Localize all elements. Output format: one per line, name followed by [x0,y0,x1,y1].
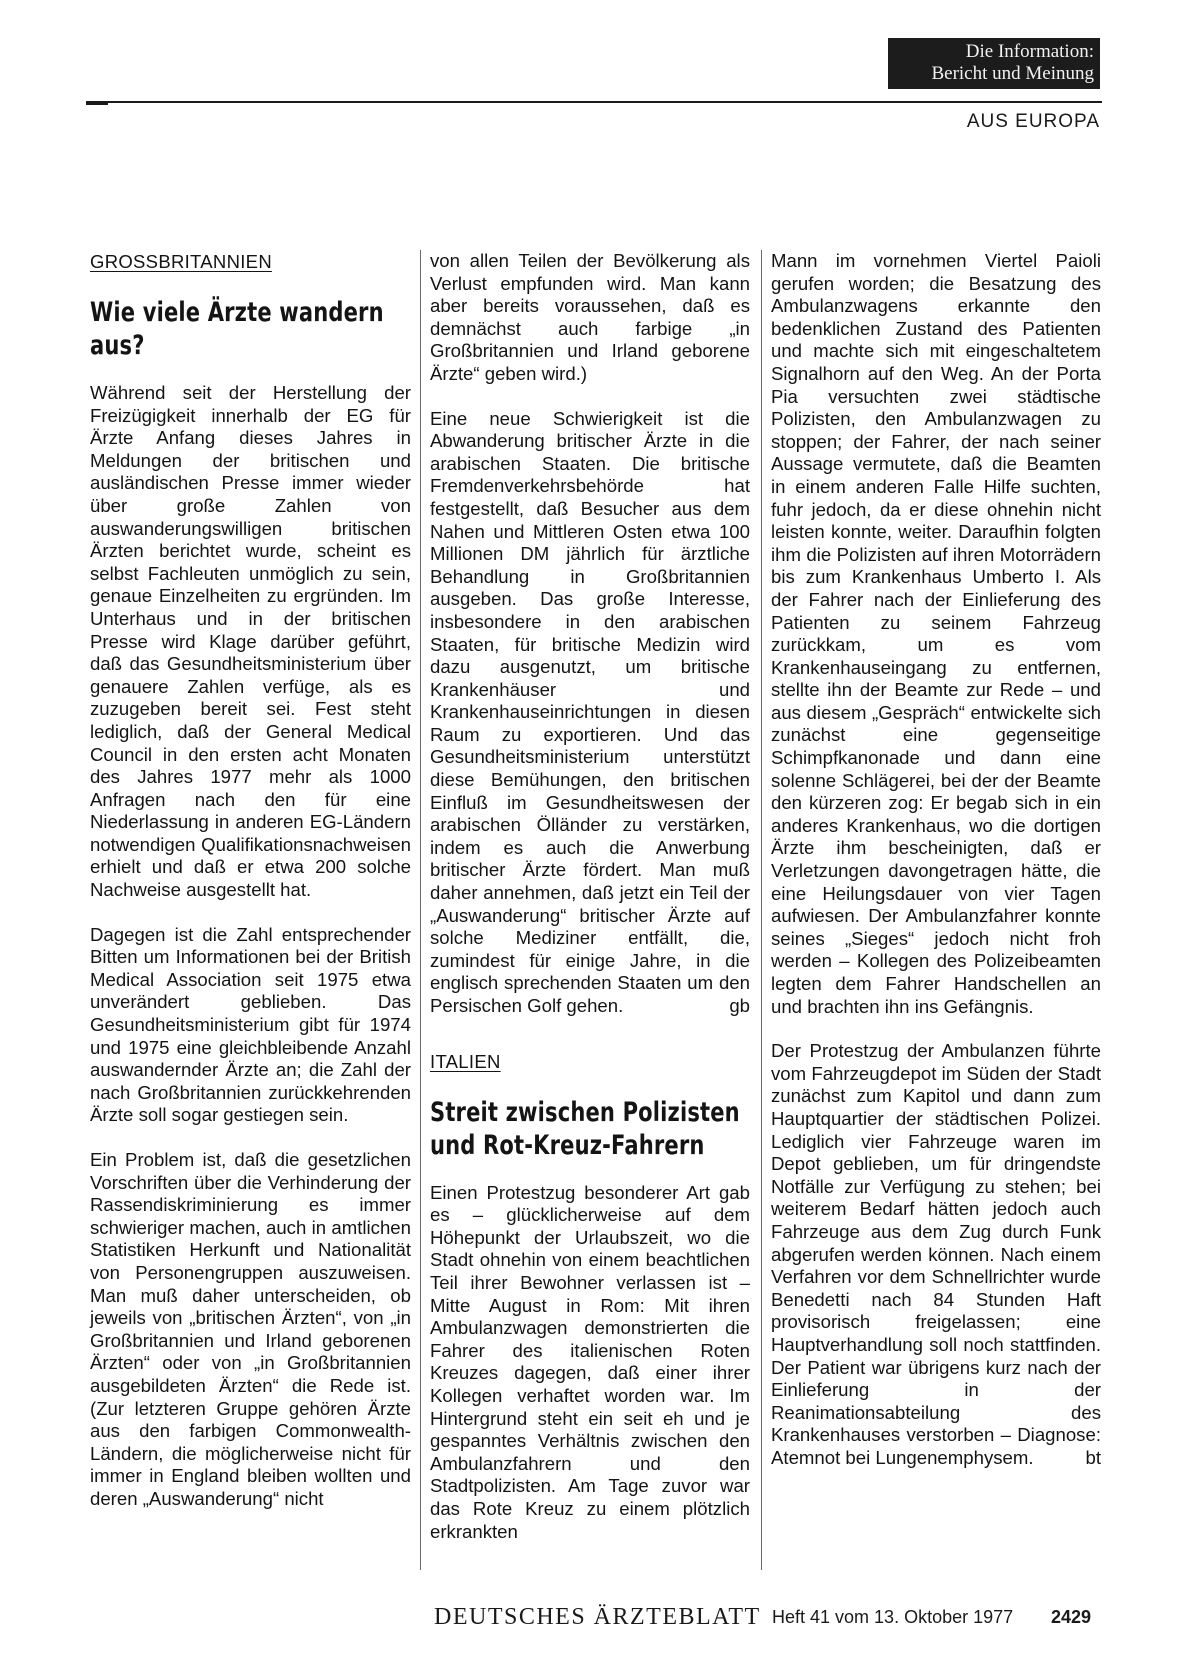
column-divider-1 [420,250,421,1570]
article1-paragraph: Ein Problem ist, daß die gesetzlichen Vorschriften über die Verhinderung der Rassendiskriminierung es immer schwieriger machen, auch in amtlichen Statistiken Herkunft und Nationalität von Personengruppen auszuweisen. Man muß daher unterscheiden, ob jeweils von „britischen Ärzten“, von „in Großbritannien und Irland geborenen Ärzten“ oder von „in Großbritannien ausgebildeten Ärzten“ die Rede ist. (Zur letzteren Gruppe gehören Ärzte aus den farbigen Commonwealth-Ländern, die möglicherweise nicht für immer in England bleiben wollten und deren „Auswanderung“ nicht [90,1149,411,1509]
article2-paragraph: Einen Protestzug besonderer Art gab es – glücklicherweise auf dem Höhepunkt der Urlaubszeit, wo die Stadt ohnehin von einem beachtlichen Teil ihrer Bewohner verlassen ist – Mitte August in Rom: Mit ihren Ambulanzwagen demonstrierten die Fahrer des italienischen Roten Kreuzes dagegen, daß einer ihrer Kollegen verhaftet worden war. Im Hintergrund steht ein seit eh und je gespanntes Verhältnis zwischen den Ambulanzfahrern und den Stadtpolizisten. Am Tage zuvor war das Rote Kreuz zu einem plötzlich erkrankten [430,1181,750,1542]
article2-headline-text: Streit zwischen Polizisten und Rot-Kreuz-Fahrern [430,1096,740,1161]
article1-paragraph: von allen Teilen der Bevölkerung als Verlust empfunden wird. Man kann aber bereits voraussehen, daß es demnächst auch farbige „in Großbritannien und Irland geborene Ärzte“ geben wird.) [430,250,750,384]
article1-paragraph: Dagegen ist die Zahl entsprechender Bitten um Informationen bei der British Medical Association seit 1975 etwa unverändert geblieben. Das Gesundheitsministerium gibt für 1974 und 1975 eine gleichbleibende Anzahl auswandernder Ärzte an; die Zahl der nach Großbritannien zurückkehrenden Ärzte soll sogar gestiegen sein. [90,923,411,1126]
article2-headline [430,1096,749,1162]
journal-name: DEUTSCHES ÄRZTEBLATT [434,1604,761,1630]
article1-headline-text: Wie viele Ärzte wandern aus? [90,297,384,361]
column-3 [771,250,1101,1580]
issue-info: Heft 41 vom 13. Oktober 1977 [772,1607,1014,1627]
article2-paragraph [771,1040,1101,1469]
page-number: 2429 [1051,1607,1092,1627]
rubric-line-2: Bericht und Meinung [931,63,1094,84]
article1-paragraph-text: Eine neue Schwierigkeit ist die Abwanderung britischer Ärzte in die arabischen Staaten. Die britische Fremdenverkehrsbehörde hat festgestellt, daß Besucher aus dem Nahen und Mittleren Osten etwa 100 Millionen DM jährlich für ärztliche Behandlung in Großbritannien ausgeben. Das große Interesse, insbesondere in den arabischen Staaten, für britische Medizin wird dazu ausgenutzt, um britische Krankenhäuser und Krankenhauseinrichtungen in diesen Raum zu exportieren. Und das Gesundheitsministerium unterstützt diese Bemühungen, den britischen Einfluß im Gesundheitswesen der arabischen Ölländer zu verstärken, indem es auch die Anwerbung britischer Ärzte fördert. Man muß daher annehmen, daß jetzt ein Teil der „Auswanderung“ britischer Ärzte auf solche Mediziner entfällt, die, zumindest für einige Jahre, in die englisch sprechenden Staaten um den Persischen Golf gehen. [430,407,750,1016]
rubric-line-1: Die Information: [965,41,1094,62]
section-label: AUS EUROPA [966,111,1100,132]
article1-kicker: GROSSBRITANNIEN [90,251,272,272]
column-2 [430,250,750,1580]
article1-headline [90,296,410,362]
article2-paragraph: Mann im vornehmen Viertel Paioli gerufen worden; die Besatzung des Ambulanzwagens erkannte den bedenklichen Zustand des Patienten und machte sich mit eingeschaltetem Signalhorn auf den Weg. An der Porta Pia versuchten zwei städtische Polizisten, den Ambulanzwagen zu stoppen; der Fahrer, der nach seiner Aussage vermutete, daß die Beamten in einem anderen Falle Hilfe suchten, fuhr jedoch, da er diese ohnehin nicht leisten konnte, weiter. Daraufhin folgten ihm die Polizisten auf ihren Motorrädern bis zum Krankenhaus Umberto I. Als der Fahrer nach der Einlieferung des Patienten zu seinem Fahrzeug zurückkam, um es vom Krankenhauseingang zu entfernen, stellte ihn der Beamte zur Rede – und aus diesem „Gespräch“ entwickelte sich zunächst eine gegenseitige Schimpfkanonade und dann eine solenne Schlägerei, bei der der Beamte den kürzeren zog: Er begab sich in ein anderes Krankenhaus, wo die dortigen Ärzte ihm bescheinigten, daß er Verletzungen davongetragen hätte, die eine Heilungsdauer von vier Tagen aufwiesen. Der Ambulanzfahrer konnte seines „Sieges“ jedoch nicht froh werden – Kollegen des Polizeibeamten legten dem Fahrer Handschellen an und brachten ihn ins Gefängnis. [771,250,1101,1017]
article1-paragraph: Während seit der Herstellung der Freizügigkeit innerhalb der EG für Ärzte Anfang dieses Jahres in Meldungen der britischen und ausländischen Presse immer wieder über große Zahlen von auswanderungswilligen britischen Ärzten berichtet wurde, scheint es selbst Fachleuten unmöglich zu sein, genaue Einzelheiten zu ergründen. Im Unterhaus und in der britischen Presse wird Klage darüber geführt, daß das Gesundheitsministerium über genauere Zahlen verfüge, als es zuzugeben bereit sei. Fest steht lediglich, daß der General Medical Council in den ersten acht Monaten des Jahres 1977 mehr als 1000 Anfragen nach den für eine Niederlassung in anderen EG-Ländern notwendigen Qualifikationsnachweisen erhielt und daß er etwa 200 solche Nachweise ausgestellt hat. [90,382,411,901]
article1-signature: gb [729,995,750,1016]
article1-paragraph [430,408,750,1018]
header-rule-tick [86,101,108,105]
header-rule [86,101,1102,103]
column-1 [90,250,411,1580]
rubric-box [888,38,1100,89]
article2-kicker: ITALIEN [430,1050,501,1072]
column-divider-2 [761,250,762,1570]
article2-signature: bt [1085,1446,1101,1468]
article2-paragraph-text: Der Protestzug der Ambulanzen führte vom Fahrzeugdepot im Süden der Stadt zunächst zum Kapitol und dann zum Hauptquartier der städtischen Polizei. Lediglich vier Fahrzeuge waren im Depot geblieben, um für dringendste Notfälle zur Verfügung zu stehen; bei weiterem Bedarf hätten jedoch auch Fahrzeuge aus dem Zug durch Funk abgerufen werden können. Nach einem Verfahren vor dem Schnellrichter wurde Benedetti nach 84 Stunden Haft provisorisch freigelassen; eine Hauptverhandlung soll noch stattfinden. Der Patient war übrigens kurz nach der Einlieferung in der Reanimationsabteilung des Krankenhauses verstorben – Diagnose: Atemnot bei Lungenemphysem. [771,1040,1101,1468]
